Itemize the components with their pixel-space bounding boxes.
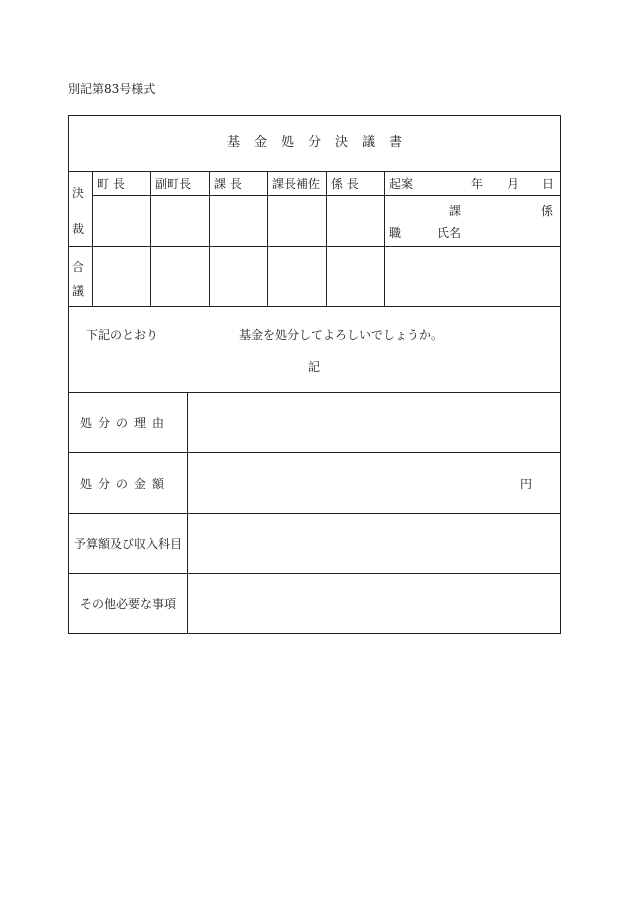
header-kacho: 課 長	[214, 177, 242, 191]
divider	[187, 392, 188, 634]
divider	[384, 171, 385, 306]
consultation-label-top: 合	[72, 260, 85, 274]
kian-label: 起案	[389, 177, 414, 191]
header-cho: 町 長	[97, 177, 125, 191]
body-lead: 下記のとおり	[86, 328, 159, 342]
header-kakaricho: 係 長	[331, 177, 359, 191]
kian-year: 年	[471, 177, 484, 191]
body-ki: 記	[308, 360, 321, 374]
divider	[68, 452, 561, 453]
header-kacho-hosa: 課長補佐	[272, 177, 321, 191]
kian-shoku: 職	[389, 226, 402, 240]
divider	[209, 171, 210, 306]
divider	[326, 171, 327, 306]
divider	[68, 306, 561, 307]
consultation-label-bottom: 議	[72, 284, 85, 298]
row-label-other: その他必要な事項	[80, 597, 177, 611]
divider	[68, 513, 561, 514]
divider	[267, 171, 268, 306]
kian-shimei: 氏名	[437, 226, 462, 240]
divider	[68, 573, 561, 574]
divider	[92, 171, 93, 306]
row-label-budget: 予算額及び収入科目	[74, 537, 183, 551]
header-fukucho: 副町長	[155, 177, 192, 191]
kian-day: 日	[542, 177, 555, 191]
form-frame	[68, 115, 561, 634]
divider	[68, 246, 561, 247]
form-number: 別記第83号様式	[68, 82, 156, 96]
approval-label-top: 決	[72, 186, 85, 200]
approval-label-bottom: 裁	[72, 222, 85, 236]
kian-kakari: 係	[541, 204, 554, 218]
divider	[150, 171, 151, 306]
kian-ka: 課	[449, 204, 462, 218]
divider	[68, 171, 561, 172]
row-label-reason: 処分の理由	[80, 416, 171, 430]
kian-month: 月	[507, 177, 520, 191]
body-request: 基金を処分してよろしいでしょうか。	[239, 328, 444, 342]
amount-unit: 円	[520, 477, 533, 491]
row-label-amount: 処分の金額	[80, 477, 171, 491]
form-title: 基金処分決議書	[226, 135, 416, 150]
divider	[68, 392, 561, 393]
